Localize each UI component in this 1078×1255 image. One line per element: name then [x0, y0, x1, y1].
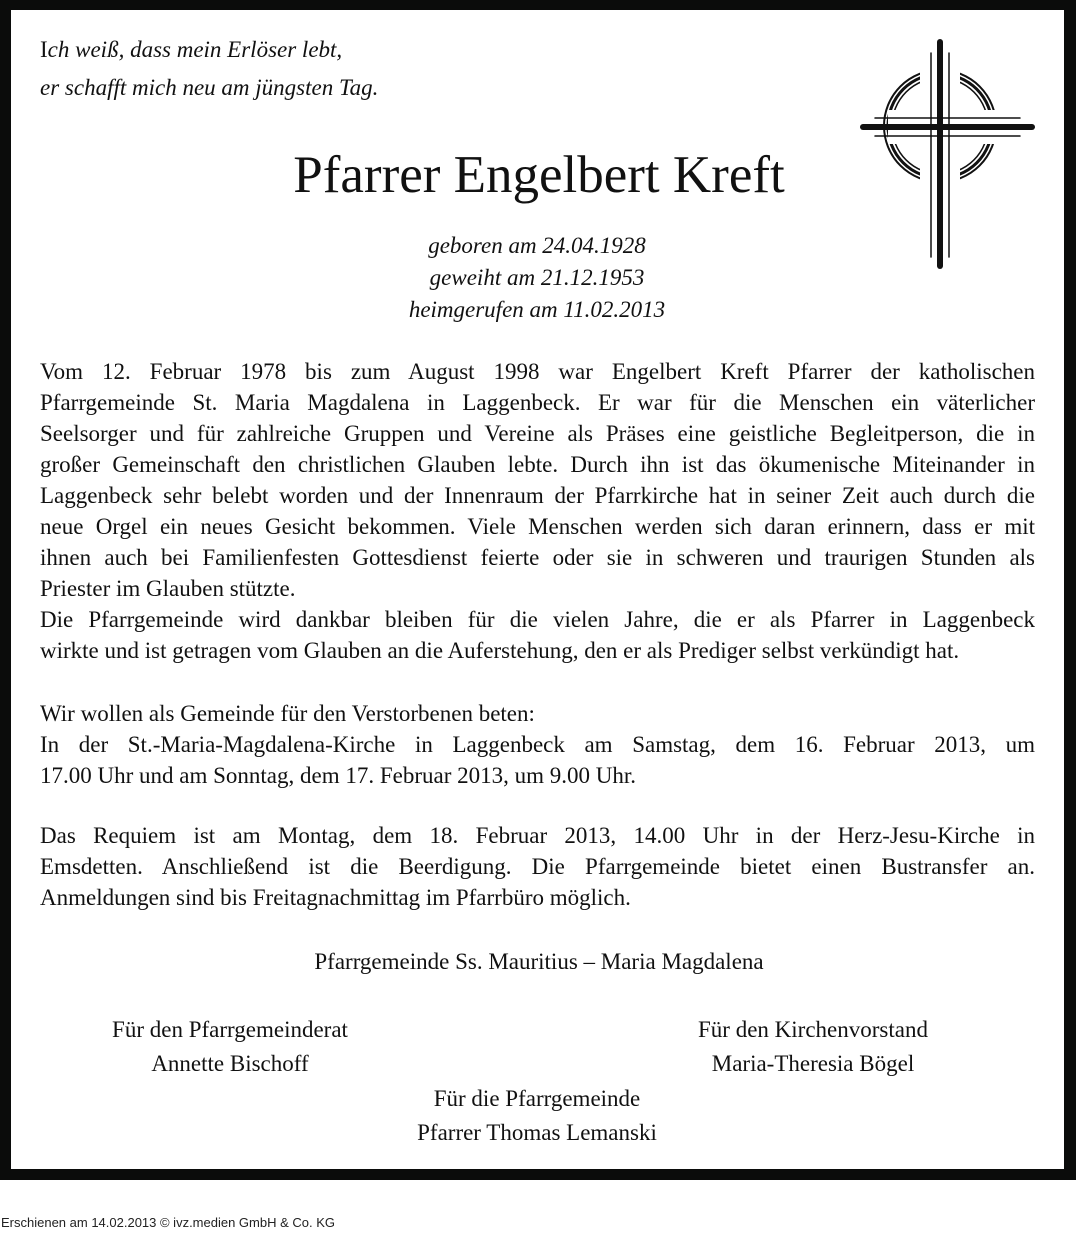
text-line: großer Gemeinschaft den christlichen Glauben lebte. Durch ihn ist das ökumenische Miteinander in	[40, 452, 1035, 477]
text-line: 17.00 Uhr und am Sonntag, dem 17. Februar 2013, um 9.00 Uhr.	[40, 763, 637, 788]
paragraph	[40, 820, 1035, 913]
text-line: Die Pfarrgemeinde wird dankbar bleiben für die vielen Jahre, die er als Pfarrer in Laggenbeck	[40, 607, 1035, 632]
page-title: Pfarrer Engelbert Kreft	[293, 146, 785, 204]
text-line: Vom 12. Februar 1978 bis zum August 1998 war Engelbert Kreft Pfarrer der katholischen	[40, 359, 1035, 384]
signature-name: Maria-Theresia Bögel	[711, 1051, 915, 1076]
quote-initial: I	[40, 37, 48, 62]
text-line: Priester im Glauben stützte.	[40, 576, 296, 601]
text-line: ihnen auch bei Familienfesten Gottesdienst feierte oder sie in schweren und traurigen Stunden als	[40, 545, 1035, 570]
paragraph	[40, 698, 1035, 729]
signature-right	[613, 1013, 1013, 1081]
scripture-quote	[40, 31, 378, 107]
quote-line-1: ch weiß, dass mein Erlöser lebt,	[47, 37, 343, 62]
death-date: heimgerufen am 11.02.2013	[408, 297, 666, 322]
publication-footer: Erschienen am 14.02.2013 © ivz.medien GmbH & Co. KG	[1, 1215, 336, 1230]
signature-role: Für den Kirchenvorstand	[698, 1017, 928, 1042]
text-line: Pfarrgemeinde St. Maria Magdalena in Laggenbeck. Er war für die Menschen ein väterlicher	[40, 390, 1035, 415]
signature-name: Pfarrer Thomas Lemanski	[417, 1120, 657, 1145]
paragraph	[40, 604, 1035, 666]
parish-name: Pfarrgemeinde Ss. Mauritius – Maria Magdalena	[314, 949, 764, 974]
paragraph	[40, 729, 1035, 791]
signature-role: Für die Pfarrgemeinde	[433, 1086, 641, 1111]
text-line: Wir wollen als Gemeinde für den Verstorbenen beten:	[40, 701, 535, 726]
text-line: Anmeldungen sind bis Freitagnachmittag im Pfarrbüro möglich.	[40, 885, 631, 910]
ordination-date: geweiht am 21.12.1953	[429, 265, 645, 290]
paragraph	[40, 356, 1035, 604]
text-line: wirkte und ist getragen vom Glauben an die Auferstehung, den er als Prediger selbst verkündigt hat.	[40, 638, 960, 663]
text-line: Seelsorger und für zahlreiche Gruppen und Vereine als Präses eine geistliche Begleitperson, die in	[40, 421, 1035, 446]
signature-center	[337, 1082, 737, 1150]
birth-date: geboren am 24.04.1928	[428, 233, 646, 258]
text-line: Das Requiem ist am Montag, dem 18. Februar 2013, 14.00 Uhr in der Herz-Jesu-Kirche in	[40, 823, 1035, 848]
signature-role: Für den Pfarrgemeinderat	[112, 1017, 348, 1042]
obituary-body	[40, 356, 1035, 913]
text-line: In der St.-Maria-Magdalena-Kirche in Laggenbeck am Samstag, dem 16. Februar 2013, um	[40, 732, 1035, 757]
quote-line-2: er schafft mich neu am jüngsten Tag.	[40, 75, 379, 100]
text-line: Laggenbeck sehr belebt worden und der Innenraum der Pfarrkirche hat in seiner Zeit auch durch die	[40, 483, 1035, 508]
life-dates	[237, 230, 837, 326]
text-line: Emsdetten. Anschließend ist die Beerdigung. Die Pfarrgemeinde bietet einen Bustransfer an.	[40, 854, 1035, 879]
signature-left	[30, 1013, 430, 1081]
signature-name: Annette Bischoff	[151, 1051, 309, 1076]
text-line: neue Orgel ein neues Gesicht bekommen. Viele Menschen werden sich daran erinnern, dass er mit	[40, 514, 1035, 539]
